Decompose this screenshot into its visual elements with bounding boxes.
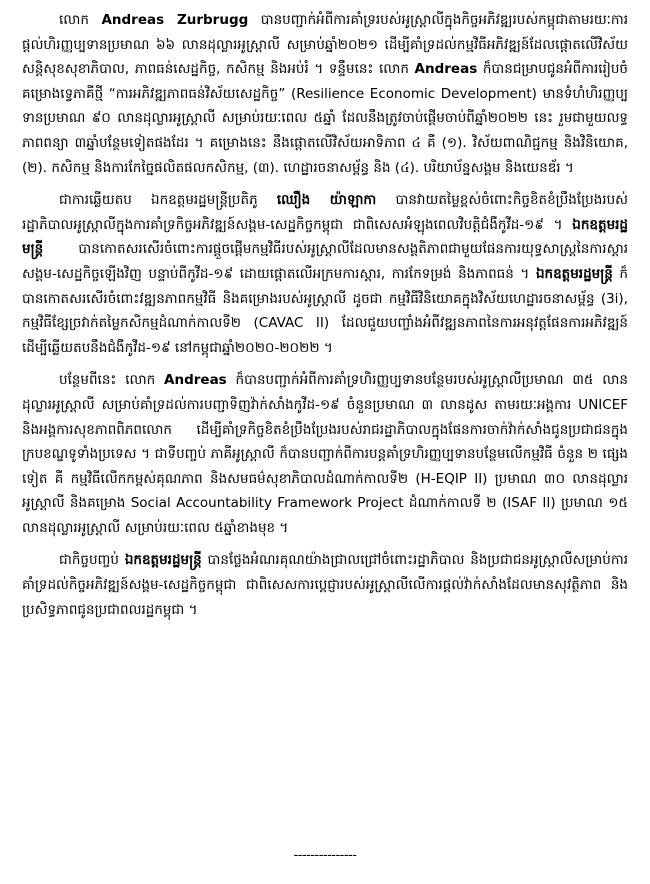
paragraph-4-text: បានថ្លែងអំណរគុណយ៉ាងជ្រាលជ្រៅចំពោះរដ្ឋាភិបាល និងប្រជាជនអូស្ត្រាលីសម្រាប់ការគាំទ្រដល់កិច្ចអភិវឌ្ឍន៍សង្គម-សេដ្ឋកិច្ចកម្ពុជា ជាពិសេសការប្តេជ្ញារបស់អូស្ត្រាលីលើការផ្តល់វ៉ាក់សាំងដែលមានសុវត្ថិភាព និងប្រសិទ្ធភាពជូនប្រជាពលរដ្ឋកម្ពុជា ។ [22,552,628,618]
paragraph-4 [22,548,628,622]
person-name-andreas: Andreas [414,61,478,78]
document-body [22,8,628,630]
paragraph-3 [22,368,628,540]
minister-title: ឯកឧត្តមរដ្ឋមន្ត្រី [535,265,613,282]
paragraph-2-text: ក៏បានកោតសរសើរចំពោះវឌ្ឍនភាពកម្មវិធី និងគម្រោងរបស់អូស្ត្រាលី ដូចជា កម្មវិធីវិនិយោគក្នុងវិស័យហេដ្ឋារចនាសម្ព័ន្ធ (3i), កម្មវិធីខ្សែច្រវាក់តម្លៃកសិកម្មដំណាក់កាលទី២ (CAVAC II) ដែលជួយបញ្ចាំងអំពីវឌ្ឍនភាពនៃការអនុវត្តផែនការអភិវឌ្ឍន៍ដើម្បីឆ្លើយតបនឹងជំងឺកូវីដ-១៩ នៅកម្ពុជាឆ្នាំ២០២០-២០២២ ។ [22,265,628,356]
minister-title: ឯកឧត្តមរដ្ឋមន្ត្រី [22,216,628,258]
paragraph-2-text: បានកោតសរសើរចំពោះការផ្តួចផ្តើមកម្មវិធីរបស់អូស្ត្រាលីដែលមានសង្គតិភាពជាមួយផែនការយុទ្ធសាស្ត្រនៃការស្តារសង្គម-សេដ្ឋកិច្ចឡើងវិញ បន្ទាប់ពីកូវីដ-១៩ ដោយផ្តោតលើអក្រមការស្តារ, ការកែទម្រង់ និងភាពធន់ ។ [22,241,628,282]
minister-title: ឯកឧត្តមរដ្ឋមន្ត្រី [124,552,202,569]
paragraph-2-text: ជាការឆ្លើយតប ឯកឧត្តមរដ្ឋមន្ត្រីប្រតិភូ [59,192,277,209]
paragraph-1-text: លោក [59,12,102,28]
paragraph-1 [22,8,628,180]
person-name-andreas-zurbrugg: Andreas Zurbrugg [101,12,249,28]
paragraph-1-text: បានបញ្ជាក់អំពីការគាំទ្ររបស់អូស្ត្រាលីក្នុងកិច្ចអភិវឌ្ឍរបស់កម្ពុជាតាមរយៈការផ្តល់ហិរញ្ញប្បទានប្រមាណ ៦៦ លានដុល្លារអូស្ត្រាលី សម្រាប់ឆ្នាំ២០២១ ដើម្បីគាំទ្រដល់កម្មវិធីអភិវឌ្ឍន៍ដែលផ្តោតលើវិស័យសន្តិសុខសុខាភិបាល, ភាពធន់សេដ្ឋកិច្ច, កសិកម្ម និងអប់រំ ។ ទន្ទឹមនេះ លោក [22,12,628,78]
paragraph-3-text: បន្ថែមពីនេះ លោក [59,372,165,389]
paragraph-2 [22,188,628,360]
paragraph-2-text: បានវាយតម្លៃខ្ពស់ចំពោះកិច្ចខិតខំប្រឹងប្រែងរបស់រដ្ឋាភិបាលអូស្ត្រាលីក្នុងការគាំទ្រកិច្ចអភិវឌ្ឍន៍សង្គម-សេដ្ឋកិច្ចកម្ពុជា ជាពិសេសអំឡុងពេលវិបត្តិជំងឺកូវីដ-១៩ ។ [22,192,628,233]
end-separator: --------------- [293,848,357,863]
person-name-andreas: Andreas [164,372,227,389]
person-name-minister: ឈឿង យ៉ាឡាកា [276,192,377,209]
paragraph-4-text: ជាកិច្ចបញ្ចប់ [59,552,125,569]
paragraph-1-text: ក៏បានជម្រាបជូនអំពីការរៀបចំគម្រោងទ្វេភាគីថ្មី “ការអភិវឌ្ឍភាពធន់វិស័យសេដ្ឋកិច្ច” (Resilience Economic Development) មានទំហំហិរញ្ញប្បទានប្រមាណ ៩០ លានដុល្លារអូស្ត្រាលី សម្រាប់រយៈពេល ៥ឆ្នាំ ដែលនឹងត្រូវចាប់ផ្តើមចាប់ពីឆ្នាំ២០២២ នេះ រួមជាមួយលទ្ធភាពពន្យា ៣ឆ្នាំបន្ថែមទៀតផងដែរ ។ គម្រោងនេះ នឹងផ្តោតលើវិស័យអាទិភាព ៤ គឺ (១). វិស័យពាណិជ្ជកម្ម និងវិនិយោគ, (២). កសិកម្ម និងការកែច្នៃផលិតផលកសិកម្ម, (៣). ហេដ្ឋារចនាសម្ព័ន្ធ និង (៤). បរិយាប័ន្នសង្គម និងយេនឌ័រ ។ [22,61,628,176]
paragraph-3-text: ក៏បានបញ្ជាក់អំពីការគាំទ្រហិរញ្ញប្បទានបន្ថែមរបស់អូស្ត្រាលីប្រមាណ ៣៥ លានដុល្លារអូស្ត្រាលី សម្រាប់គាំទ្រដល់ការបញ្ជាទិញវ៉ាក់សាំងកូវីដ-១៩ ចំនួនប្រមាណ ៣ លានដូស តាមរយៈអង្គការ UNICEF និងអង្គការសុខភាពពិភពលោក ដើម្បីគាំទ្រកិច្ចខិតខំប្រឹងប្រែងរបស់រាជរដ្ឋាភិបាលក្នុងផែនការចាក់វ៉ាក់សាំងជូនប្រជាជនក្នុងក្របខណ្ឌទូទាំងប្រទេស ។ ជាទីបញ្ចប់ ភាគីអូស្ត្រាលី ក៏បានបញ្ជាក់ពីការបន្តគាំទ្រហិរញ្ញប្បទានបន្ថែមលើកម្មវិធី ចំនួន ២ ផ្សេងទៀត គឺ កម្មវិធីលើកកម្ពស់គុណភាព និងសមធម៌សុខាភិបាលដំណាក់កាលទី២ (H-EQIP II) ប្រមាណ ៣០ លានដុល្លារអូស្ត្រាលី និងគម្រោង Social Accountability Framework Project ដំណាក់កាលទី ២ (ISAF II) ប្រមាណ ១៥ លានដុល្លារអូស្ត្រាលី សម្រាប់រយៈពេល ៥ឆ្នាំខាងមុខ ។ [22,372,628,536]
